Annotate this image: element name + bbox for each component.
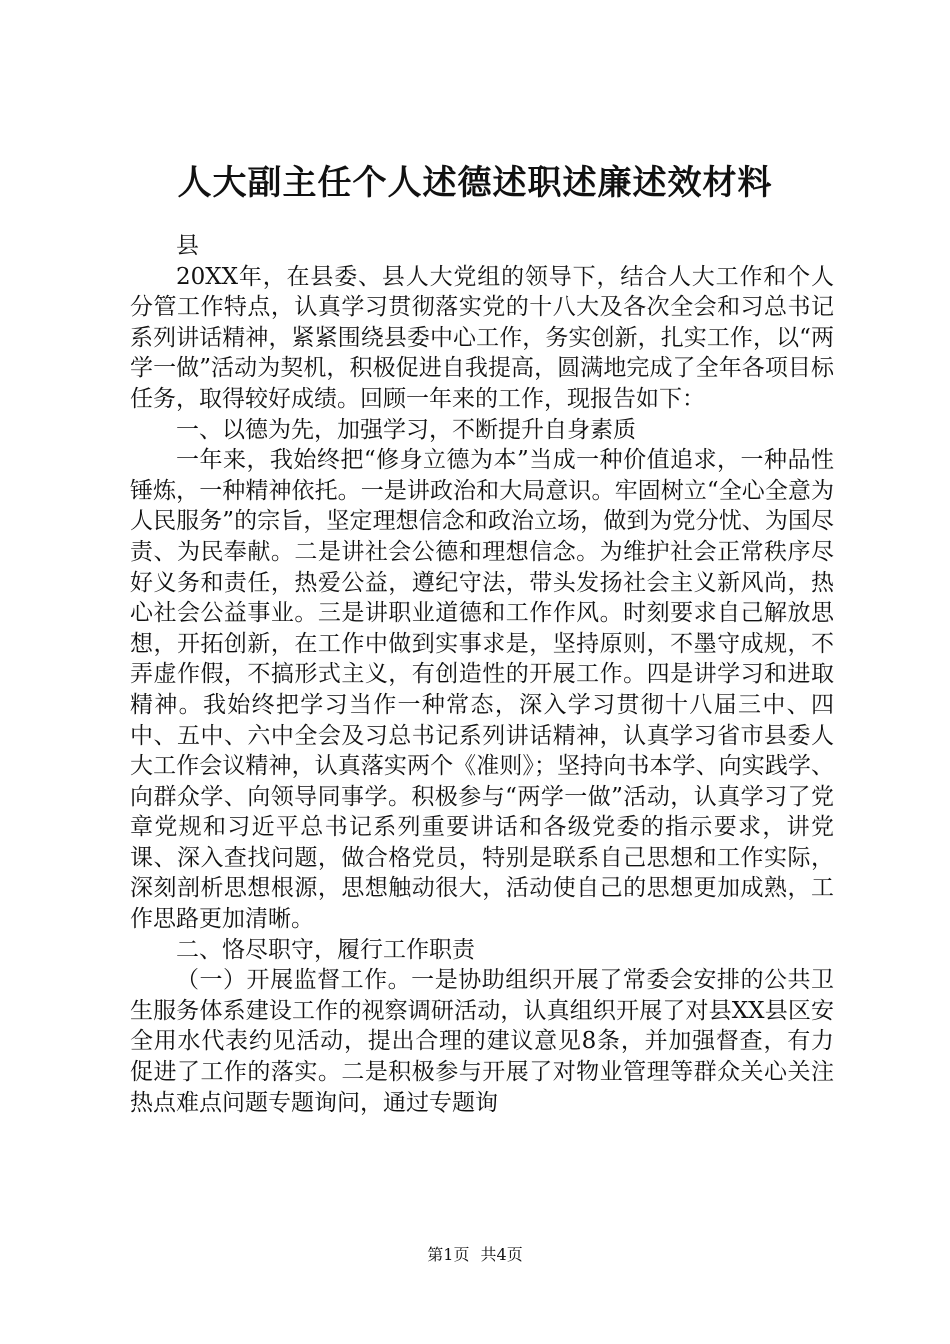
section-heading-2: 二、恪尽职守，履行工作职责	[176, 936, 475, 963]
page-total: 共4页	[480, 1245, 523, 1264]
document-title: 人大副主任个人述德述职述廉述效材料	[177, 163, 773, 203]
section-heading-1: 一、以德为先，加强学习，不断提升自身素质	[176, 416, 636, 443]
page-number: 第1页	[427, 1245, 470, 1264]
document-body	[130, 231, 834, 1118]
paragraph-salutation: 县	[176, 233, 199, 259]
paragraph-intro: 20XX年，在县委、县人大党组的领导下，结合人大工作和个人分管工作特点，认真学习贯彻落实党的十八大及各次全会和习总书记系列讲话精神，紧紧围绕县委中心工作，务实创新，扎实工作，以“两学一做”活动为契机，积极促进自我提高，圆满地完成了全年各项目标任务，取得较好成绩。回顾一年来的工作，现报告如下：	[130, 263, 834, 412]
page-footer	[0, 1244, 950, 1266]
paragraph-section-2-1: （一）开展监督工作。一是协助组织开展了常委会安排的公共卫生服务体系建设工作的视察调研活动，认真组织开展了对县XX县区安全用水代表约见活动，提出合理的建议意见8条，并加强督查，有力促进了工作的落实。二是积极参与开展了对物业管理等群众关心关注热点难点问题专题询问，通过专题询	[130, 967, 834, 1116]
paragraph-section-1: 一年来，我始终把“修身立德为本”当成一种价值追求，一种品性锤炼，一种精神依托。一是讲政治和大局意识。牢固树立“全心全意为人民服务”的宗旨，坚定理想信念和政治立场，做到为党分忧、为国尽责、为民奉献。二是讲社会公德和理想信念。为维护社会正常秩序尽好义务和责任，热爱公益，遵纪守法，带头发扬社会主义新风尚，热心社会公益事业。三是讲职业道德和工作作风。时刻要求自己解放思想，开拓创新，在工作中做到实事求是，坚持原则，不墨守成规，不弄虚作假，不搞形式主义，有创造性的开展工作。四是讲学习和进取精神。我始终把学习当作一种常态，深入学习贯彻十八届三中、四中、五中、六中全会及习总书记系列讲话精神，认真学习省市县委人大工作会议精神，认真落实两个《准则》；坚持向书本学、向实践学、向群众学、向领导同事学。积极参与“两学一做”活动，认真学习了党章党规和习近平总书记系列重要讲话和各级党委的指示要求，讲党课、深入查找问题，做合格党员，特别是联系自己思想和工作实际，深刻剖析思想根源，思想触动很大，活动使自己的思想更加成熟，工作思路更加清晰。	[130, 447, 834, 933]
